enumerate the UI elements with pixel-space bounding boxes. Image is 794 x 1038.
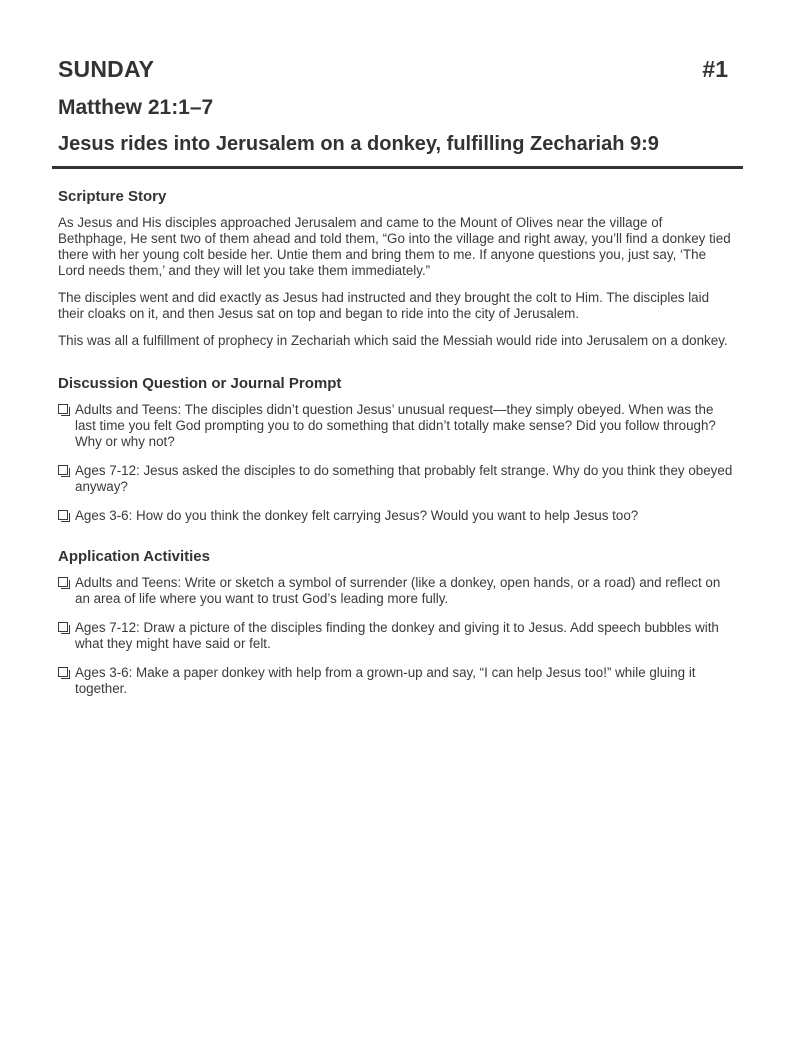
scripture-section [58, 188, 734, 349]
checkbox-icon[interactable] [58, 667, 68, 677]
checkbox-icon[interactable] [58, 622, 68, 632]
activity-item [58, 575, 734, 607]
activity-item-text: Ages 7-12: Draw a picture of the disciples finding the donkey and giving it to Jesus. Add speech bubbles with what they might have said or felt. [75, 620, 719, 651]
day-row [58, 56, 728, 90]
discussion-item [58, 508, 734, 524]
section-title-discussion: Discussion Question or Journal Prompt [58, 375, 342, 392]
discussion-item [58, 463, 734, 495]
scripture-paragraph: As Jesus and His disciples approached Jerusalem and came to the Mount of Olives near the village of Bethphage, He sent two of them ahead and told them, “Go into the village and right away, you’ll find a donkey tied there with her young colt beside her. Untie them and bring them to me. If anyone questions you, just say, ‘The Lord needs them,’ and they will let you take them immediately.” [58, 215, 731, 278]
discussion-section [58, 375, 734, 524]
discussion-item-text: Ages 7-12: Jesus asked the disciples to do something that probably felt strange. Why do you think they obeyed anyway? [75, 463, 733, 494]
section-title-activities: Application Activities [58, 548, 210, 565]
day-title: SUNDAY [58, 56, 155, 82]
activity-item-text: Adults and Teens: Write or sketch a symbol of surrender (like a donkey, open hands, or a road) and reflect on an area of life where you want to trust God’s leading more fully. [75, 575, 721, 606]
scripture-paragraph: This was all a fulfillment of prophecy in Zechariah which said the Messiah would ride into Jerusalem on a donkey. [58, 333, 728, 348]
checkbox-icon[interactable] [58, 465, 68, 475]
header-divider [52, 166, 743, 169]
section-title-scripture: Scripture Story [58, 188, 167, 205]
page-content [58, 188, 734, 721]
page-header [58, 56, 728, 156]
scripture-paragraph: The disciples went and did exactly as Jesus had instructed and they brought the colt to Him. The disciples laid their cloaks on it, and then Jesus sat on top and began to ride into the city of Jerusalem. [58, 290, 710, 321]
checkbox-icon[interactable] [58, 577, 68, 587]
discussion-item [58, 402, 734, 450]
activity-item [58, 665, 734, 697]
page-subtitle: Jesus rides into Jerusalem on a donkey, fulfilling Zechariah 9:9 [58, 133, 659, 155]
day-number: #1 [702, 56, 728, 82]
activity-item-text: Ages 3-6: Make a paper donkey with help from a grown-up and say, “I can help Jesus too!” while gluing it together. [75, 665, 696, 696]
discussion-item-text: Ages 3-6: How do you think the donkey felt carrying Jesus? Would you want to help Jesus too? [75, 508, 639, 523]
discussion-item-text: Adults and Teens: The disciples didn’t question Jesus’ unusual request—they simply obeyed. When was the last time you felt God prompting you to do something that didn’t totally make sense? Did you follow through? Why or why not? [75, 402, 716, 449]
checkbox-icon[interactable] [58, 510, 68, 520]
checkbox-icon[interactable] [58, 404, 68, 414]
activities-section [58, 548, 734, 697]
scripture-reference: Matthew 21:1–7 [58, 96, 214, 119]
activity-item [58, 620, 734, 652]
